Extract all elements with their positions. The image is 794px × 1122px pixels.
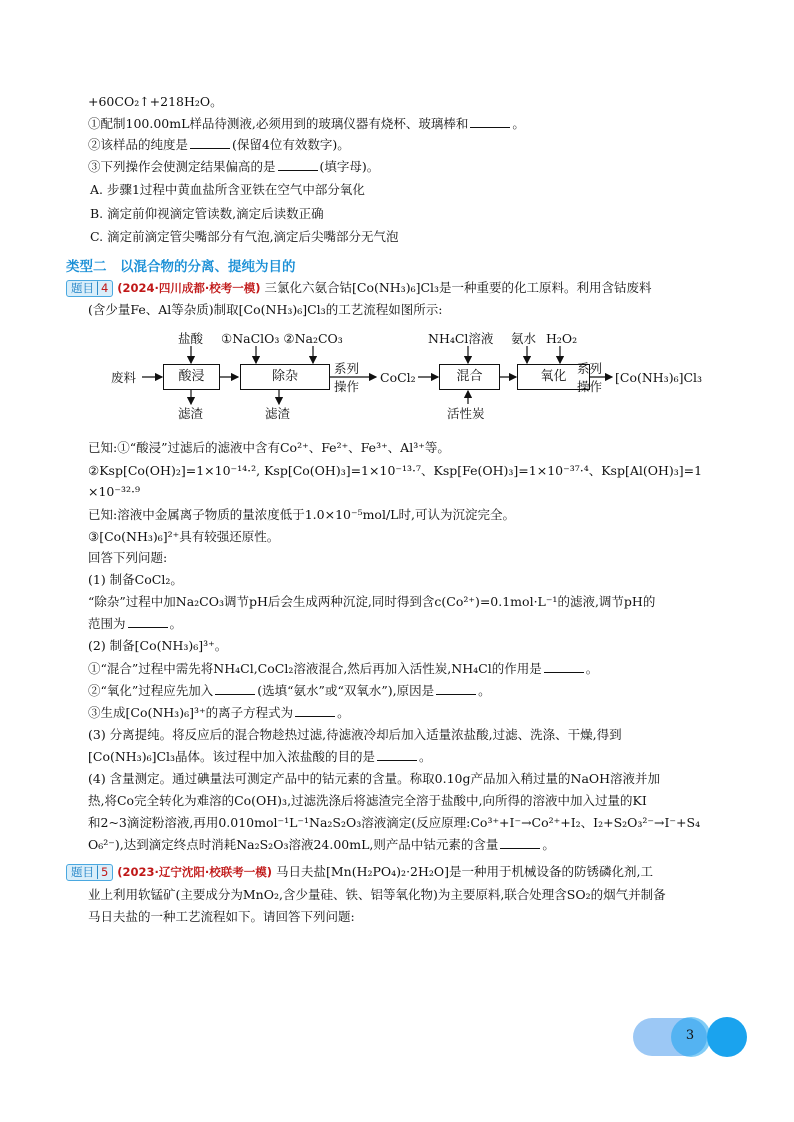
flow-op-label: 系列 bbox=[334, 361, 360, 376]
question-tag: 题目│5 bbox=[66, 864, 113, 881]
question-text: 马日夫盐[Mn(H₂PO₄)₂·2H₂O]是一种用于机械设备的防锈磷化剂,工 bbox=[276, 864, 654, 879]
flow-step-acid-leach: 酸浸 bbox=[163, 364, 220, 390]
answer-prompt: 回答下列问题: bbox=[88, 550, 168, 565]
known-2: ②Ksp[Co(OH)₂]=1×10⁻¹⁴·², Ksp[Co(OH)₃]=1×10⁻¹³·⁷、Ksp[Fe(OH)₃]=1×10⁻³⁷·⁴、Ksp[Al(OH)₃]=1 bbox=[88, 463, 703, 478]
flow-residue-2: 滤渣 bbox=[265, 406, 291, 421]
flow-step-mixing: 混合 bbox=[439, 364, 500, 390]
option-c[interactable]: C. 滴定前滴定管尖嘴部分有气泡,滴定后尖嘴部分无气泡 bbox=[90, 229, 399, 244]
subquestion-1-text: 范围为 。 bbox=[88, 616, 183, 631]
option-b[interactable]: B. 滴定前仰视滴定管读数,滴定后读数正确 bbox=[90, 206, 324, 221]
subquestion-2b: ②“氧化”过程应先加入 (选填“氨水”或“双氧水”),原因是 。 bbox=[88, 683, 491, 698]
flow-product: [Co(NH₃)₆]Cl₃ bbox=[615, 370, 703, 385]
subquestion-2: (2) 制备[Co(NH₃)₆]³⁺。 bbox=[88, 638, 228, 653]
flow-reagent-nh4cl: NH₄Cl溶液 bbox=[428, 331, 494, 346]
question-source: (2023·辽宁沈阳·校联考一模) bbox=[117, 865, 273, 879]
known-note: 已知:溶液中金属离子物质的量浓度低于1.0×10⁻⁵mol/L时,可认为沉淀完全。 bbox=[88, 507, 515, 522]
answer-blank[interactable] bbox=[500, 837, 540, 849]
flow-reagent-hcl: 盐酸 bbox=[178, 331, 204, 346]
flow-reagent-ammonia: 氨水 bbox=[511, 331, 537, 346]
flow-op-label: 操作 bbox=[577, 379, 603, 394]
answer-blank[interactable] bbox=[436, 683, 476, 695]
answer-blank[interactable] bbox=[377, 749, 417, 761]
subquestion-3-text: [Co(NH₃)₆]Cl₃晶体。该过程中加入浓盐酸的目的是 。 bbox=[88, 749, 432, 764]
flow-residue-1: 滤渣 bbox=[178, 406, 204, 421]
answer-blank[interactable] bbox=[295, 705, 335, 717]
answer-blank[interactable] bbox=[544, 661, 584, 673]
flow-op-label: 系列 bbox=[577, 361, 603, 376]
flow-op-label: 操作 bbox=[334, 379, 360, 394]
subquestion-3: (3) 分离提纯。将反应后的混合物趁热过滤,待滤液冷却后加入适量浓盐酸,过滤、洗涤、干燥,得到 bbox=[88, 727, 622, 742]
known-2-cont: ×10⁻³²·⁹ bbox=[88, 484, 140, 499]
question-line: ①配制100.00mL样品待测液,必须用到的玻璃仪器有烧杯、玻璃棒和 。 bbox=[88, 116, 525, 131]
subquestion-4-text: 和2~3滴淀粉溶液,再用0.010mol⁻¹L⁻¹Na₂S₂O₃溶液滴定(反应原理:Co³⁺+I⁻→Co²⁺+I₂、I₂+S₂O₃²⁻→I⁻+S₄ bbox=[88, 815, 701, 830]
section-title: 类型二 以混合物的分离、提纯为目的 bbox=[66, 259, 296, 275]
known-1: 已知:①“酸浸”过滤后的滤液中含有Co²⁺、Fe²⁺、Fe³⁺、Al³⁺等。 bbox=[88, 440, 450, 455]
subquestion-2a: ①“混合”过程中需先将NH₄Cl,CoCl₂溶液混合,然后再加入活性炭,NH₄Cl的作用是 。 bbox=[88, 661, 599, 676]
flow-step-impurity-removal: 除杂 bbox=[240, 364, 330, 390]
flow-step-oxidation: 氧化 bbox=[517, 364, 590, 390]
flow-reagent-carbon: 活性炭 bbox=[447, 406, 485, 421]
question-text: 业上利用软锰矿(主要成分为MnO₂,含少量硅、铁、铝等氧化物)为主要原料,联合处理含SO₂的烟气并制备 bbox=[88, 887, 666, 902]
page-number: 3 bbox=[685, 1028, 695, 1043]
question-text: (含少量Fe、Al等杂质)制取[Co(NH₃)₆]Cl₃的工艺流程如图所示: bbox=[88, 302, 443, 317]
subquestion-2c: ③生成[Co(NH₃)₆]³⁺的离子方程式为 。 bbox=[88, 705, 350, 720]
question-5-header bbox=[66, 864, 653, 881]
answer-blank[interactable] bbox=[128, 616, 168, 628]
flow-input-waste: 废料 bbox=[111, 370, 137, 385]
question-line: ③下列操作会使测定结果偏高的是 (填字母)。 bbox=[88, 159, 380, 174]
question-source: (2024·四川成都·校考一模) bbox=[117, 281, 261, 295]
known-3: ③[Co(NH₃)₆]²⁺具有较强还原性。 bbox=[88, 529, 280, 544]
question-line: ②该样品的纯度是 (保留4位有效数字)。 bbox=[88, 137, 350, 152]
subquestion-1: (1) 制备CoCl₂。 bbox=[88, 572, 183, 587]
subquestion-1-text: “除杂”过程中加Na₂CO₃调节pH后会生成两种沉淀,同时得到含c(Co²⁺)=0.1mol·L⁻¹的滤液,调节pH的 bbox=[88, 594, 656, 609]
flow-reagent-h2o2: H₂O₂ bbox=[546, 331, 578, 346]
subquestion-4-text: O₆²⁻),达到滴定终点时消耗Na₂S₂O₃溶液24.00mL,则产品中钴元素的含量 。 bbox=[88, 837, 555, 852]
question-text: 三氯化六氨合钴[Co(NH₃)₆]Cl₃是一种重要的化工原料。利用含钴废料 bbox=[264, 280, 652, 295]
page-number-decoration bbox=[707, 1017, 747, 1057]
equation-tail: +60CO₂↑+218H₂O。 bbox=[88, 94, 223, 109]
question-tag: 题目│4 bbox=[66, 280, 113, 297]
subquestion-4-text: 热,将Co完全转化为难溶的Co(OH)₃,过滤洗涤后将滤渣完全溶于盐酸中,向所得的溶液中加入过量的KI bbox=[88, 793, 647, 808]
flow-reagent-naclo3-na2co3: ①NaClO₃ ②Na₂CO₃ bbox=[221, 331, 343, 346]
answer-blank[interactable] bbox=[215, 683, 255, 695]
flow-intermediate-cocl2: CoCl₂ bbox=[380, 370, 416, 385]
option-a[interactable]: A. 步骤1过程中黄血盐所含亚铁在空气中部分氧化 bbox=[90, 182, 365, 197]
subquestion-4: (4) 含量测定。通过碘量法可测定产品中的钴元素的含量。称取0.10g产品加入稍过量的NaOH溶液并加 bbox=[88, 771, 661, 786]
question-text: 马日夫盐的一种工艺流程如下。请回答下列问题: bbox=[88, 909, 355, 924]
